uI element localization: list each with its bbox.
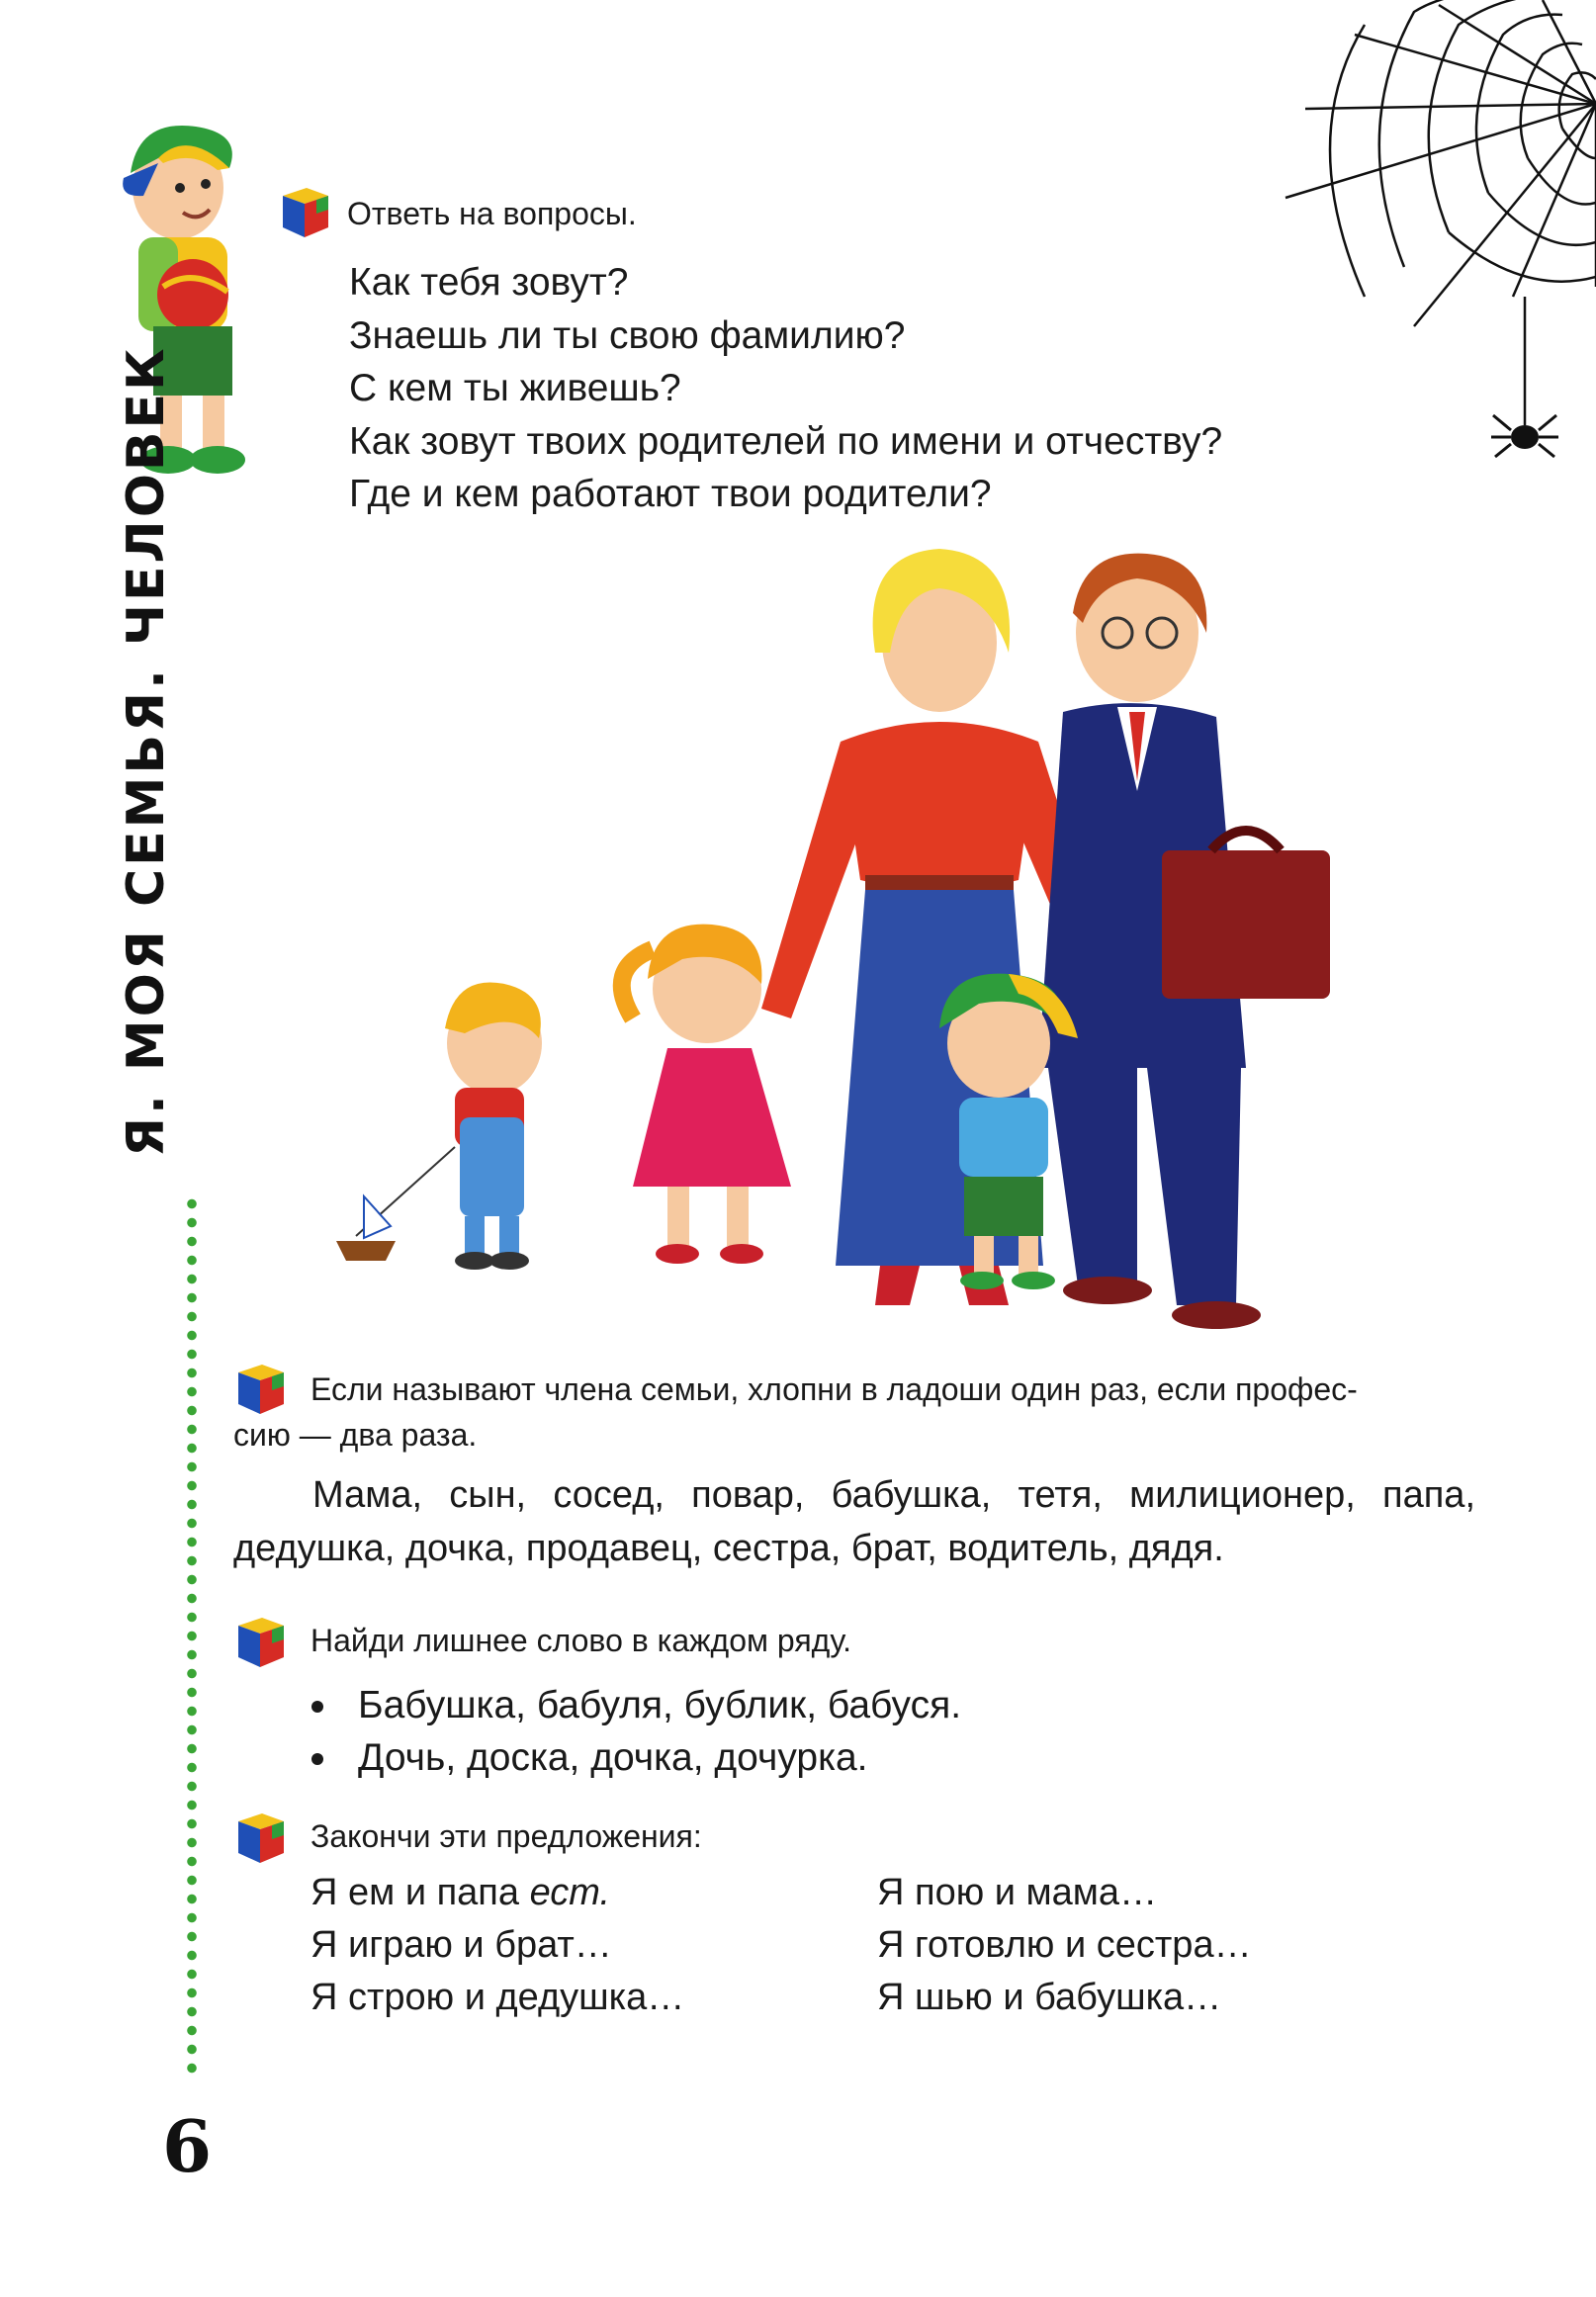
bullet-row: Бабушка, бабуля, бублик, бабуся. [310, 1679, 961, 1731]
sentence-start: Я ем и папа [310, 1872, 530, 1913]
chapter-title: Я. МОЯ СЕМЬЯ. ЧЕЛОВЕК [117, 345, 176, 1157]
sentence-example-word: ест. [529, 1872, 611, 1913]
question-item: Где и кем работают твои родители? [349, 473, 992, 515]
task3-rows [310, 1679, 961, 1784]
task2-instruction-line1: Если называют члена семьи, хлопни в ладоши один раз, если профес- [310, 1371, 1358, 1407]
sentence-item: Я строю и дедушка… [310, 1977, 685, 2018]
task4-instruction: Закончи эти предложения: [310, 1818, 702, 1854]
words-text: дедушка, дочка, продавец, сестра, брат, водитель, дядя. [233, 1528, 1224, 1569]
task2-words-line2 [233, 1523, 1475, 1575]
question-item: Знаешь ли ты свою фамилию? [349, 313, 906, 357]
task2-words-line1 [233, 1469, 1475, 1522]
sentence-item: Я шью и бабушка… [877, 1977, 1222, 2018]
task2-instruction-line2: сию — два раза. [233, 1417, 478, 1453]
family-illustration [326, 534, 1365, 1335]
cube-icon [232, 1810, 288, 1865]
sentence-item: Я играю и брат… [310, 1924, 612, 1966]
spider-web-illustration [1266, 0, 1596, 475]
sentences-right-column [877, 1867, 1252, 2024]
girl-figure [622, 925, 791, 1264]
sentence-item: Я готовлю и сестра… [877, 1924, 1252, 1966]
task3-instruction: Найди лишнее слово в каждом ряду. [310, 1623, 852, 1658]
task1-instruction: Ответь на вопросы. [347, 196, 637, 231]
task1-questions [349, 256, 1222, 521]
question-item: С кем ты живешь? [349, 367, 681, 409]
father-figure [1038, 554, 1330, 1329]
dotted-divider [186, 1194, 198, 2080]
sentences-left-column [310, 1867, 684, 2024]
bullet-row: Дочь, доска, дочка, дочурка. [310, 1731, 961, 1784]
page-number: 6 [162, 2104, 213, 2188]
cube-icon [232, 1361, 288, 1416]
toddler-figure [336, 982, 542, 1270]
question-item: Как тебя зовут? [349, 261, 629, 304]
cube-icon [277, 184, 332, 239]
sentence-item: Я пою и мама… [877, 1872, 1158, 1913]
words-text: Мама, сын, сосед, повар, бабушка, тетя, милиционер, папа, [312, 1474, 1475, 1516]
cube-icon [232, 1614, 288, 1669]
question-item: Как зовут твоих родителей по имени и отчеству? [349, 419, 1223, 463]
sentence-item [310, 1867, 684, 1919]
